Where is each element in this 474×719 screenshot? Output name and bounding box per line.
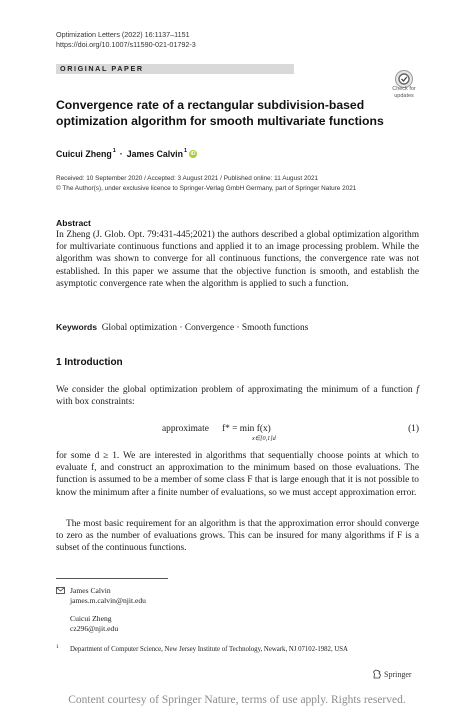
equation-1 (56, 420, 419, 444)
abstract-heading: Abstract (56, 218, 91, 228)
contact-email[interactable]: cz296@njit.edu (70, 624, 119, 633)
footnote-divider (56, 578, 168, 579)
author-list (56, 148, 197, 160)
abstract-text: In Zheng (J. Glob. Opt. 79:431-445;2021) the authors described a global optimization algorithm for multivariate continuous functions and applied it to an image processing problem. While the algorithm was shown to converge for all continuous functions, the convergence rate was not established. In this paper we assume that the objective function is smooth, and establish the asymptotic convergence rate when the algorithm is applied to such a function. (56, 230, 419, 289)
keywords-label: Keywords (56, 322, 98, 332)
envelope-icon (56, 587, 65, 594)
springer-logo (372, 669, 412, 679)
author-separator: · (119, 149, 123, 159)
author-affil-marker: 1 (183, 148, 188, 154)
publication-dates (56, 174, 356, 193)
contact-entry (70, 614, 118, 634)
courtesy-watermark: Content courtesy of Springer Nature, terms of use apply. Rights reserved. (68, 694, 406, 706)
journal-citation: Optimization Letters (2022) 16:1137–1151 (56, 30, 190, 39)
contact-name: James Calvin (70, 586, 111, 595)
check-updates-text[interactable]: Check for updates (392, 86, 416, 99)
keywords (56, 321, 308, 334)
history-dates: Received: 10 September 2020 / Accepted: 3 August 2021 / Published online: 11 August 2021 (56, 175, 319, 182)
section-label-bar (56, 64, 294, 74)
contact-name: Cuicui Zheng (70, 614, 112, 623)
author-name[interactable]: James Calvin (126, 149, 183, 159)
keywords-list: Global optimization · Convergence · Smooth functions (101, 323, 309, 333)
doi-link[interactable]: https://doi.org/10.1007/s11590-021-01792-3 (56, 40, 196, 49)
equation-number: (1) (408, 424, 419, 434)
paper-title: Convergence rate of a rectangular subdivision-based optimization algorithm for smooth multivariate functions (56, 98, 384, 128)
affiliation-text: Department of Computer Science, New Jersey Institute of Technology, Newark, NJ 07102-1982, USA (70, 646, 348, 653)
equation-subscript: x∈[0,1]d (252, 435, 276, 442)
author-affil-marker: 1 (112, 148, 116, 154)
orcid-icon[interactable]: iD (190, 151, 196, 157)
intro-paragraph-2: for some d ≥ 1. We are interested in algorithms that sequentially choose points at which to evaluate f, and construct an approximation to the minimum based on those evaluations. The function is assumed to be a member of some class F that is large enough that it is not possible to know the minimum after a finite number of evaluations, so we must accept approximation error. (56, 451, 419, 498)
intro-paragraph-3: The most basic requirement for an algorithm is that the approximation error should converge to zero as the number of evaluations grows. This can be insured for many algorithms if F is a subset of the continuous functions. (56, 519, 419, 554)
author-name[interactable]: Cuicui Zheng (56, 149, 112, 159)
section-label: ORIGINAL PAPER (60, 64, 144, 73)
affiliation-number: 1 (56, 644, 59, 650)
springer-horse-icon (372, 669, 382, 679)
intro-paragraph-1: We consider the global optimization problem of approximating the minimum of a function f with box constraints: (56, 385, 419, 408)
equation-expression: f* = min f(x) (222, 424, 271, 434)
publisher-name: Springer (384, 669, 412, 679)
equation-word: approximate (162, 424, 209, 434)
section-heading-introduction: 1 Introduction (56, 357, 123, 368)
contact-email[interactable]: james.m.calvin@njit.edu (70, 596, 146, 605)
copyright-line: © The Author(s), under exclusive licence to Springer-Verlag GmbH Germany, part of Springer Nature 2021 (56, 184, 357, 192)
contact-entry (70, 586, 146, 606)
journal-meta (56, 30, 196, 50)
